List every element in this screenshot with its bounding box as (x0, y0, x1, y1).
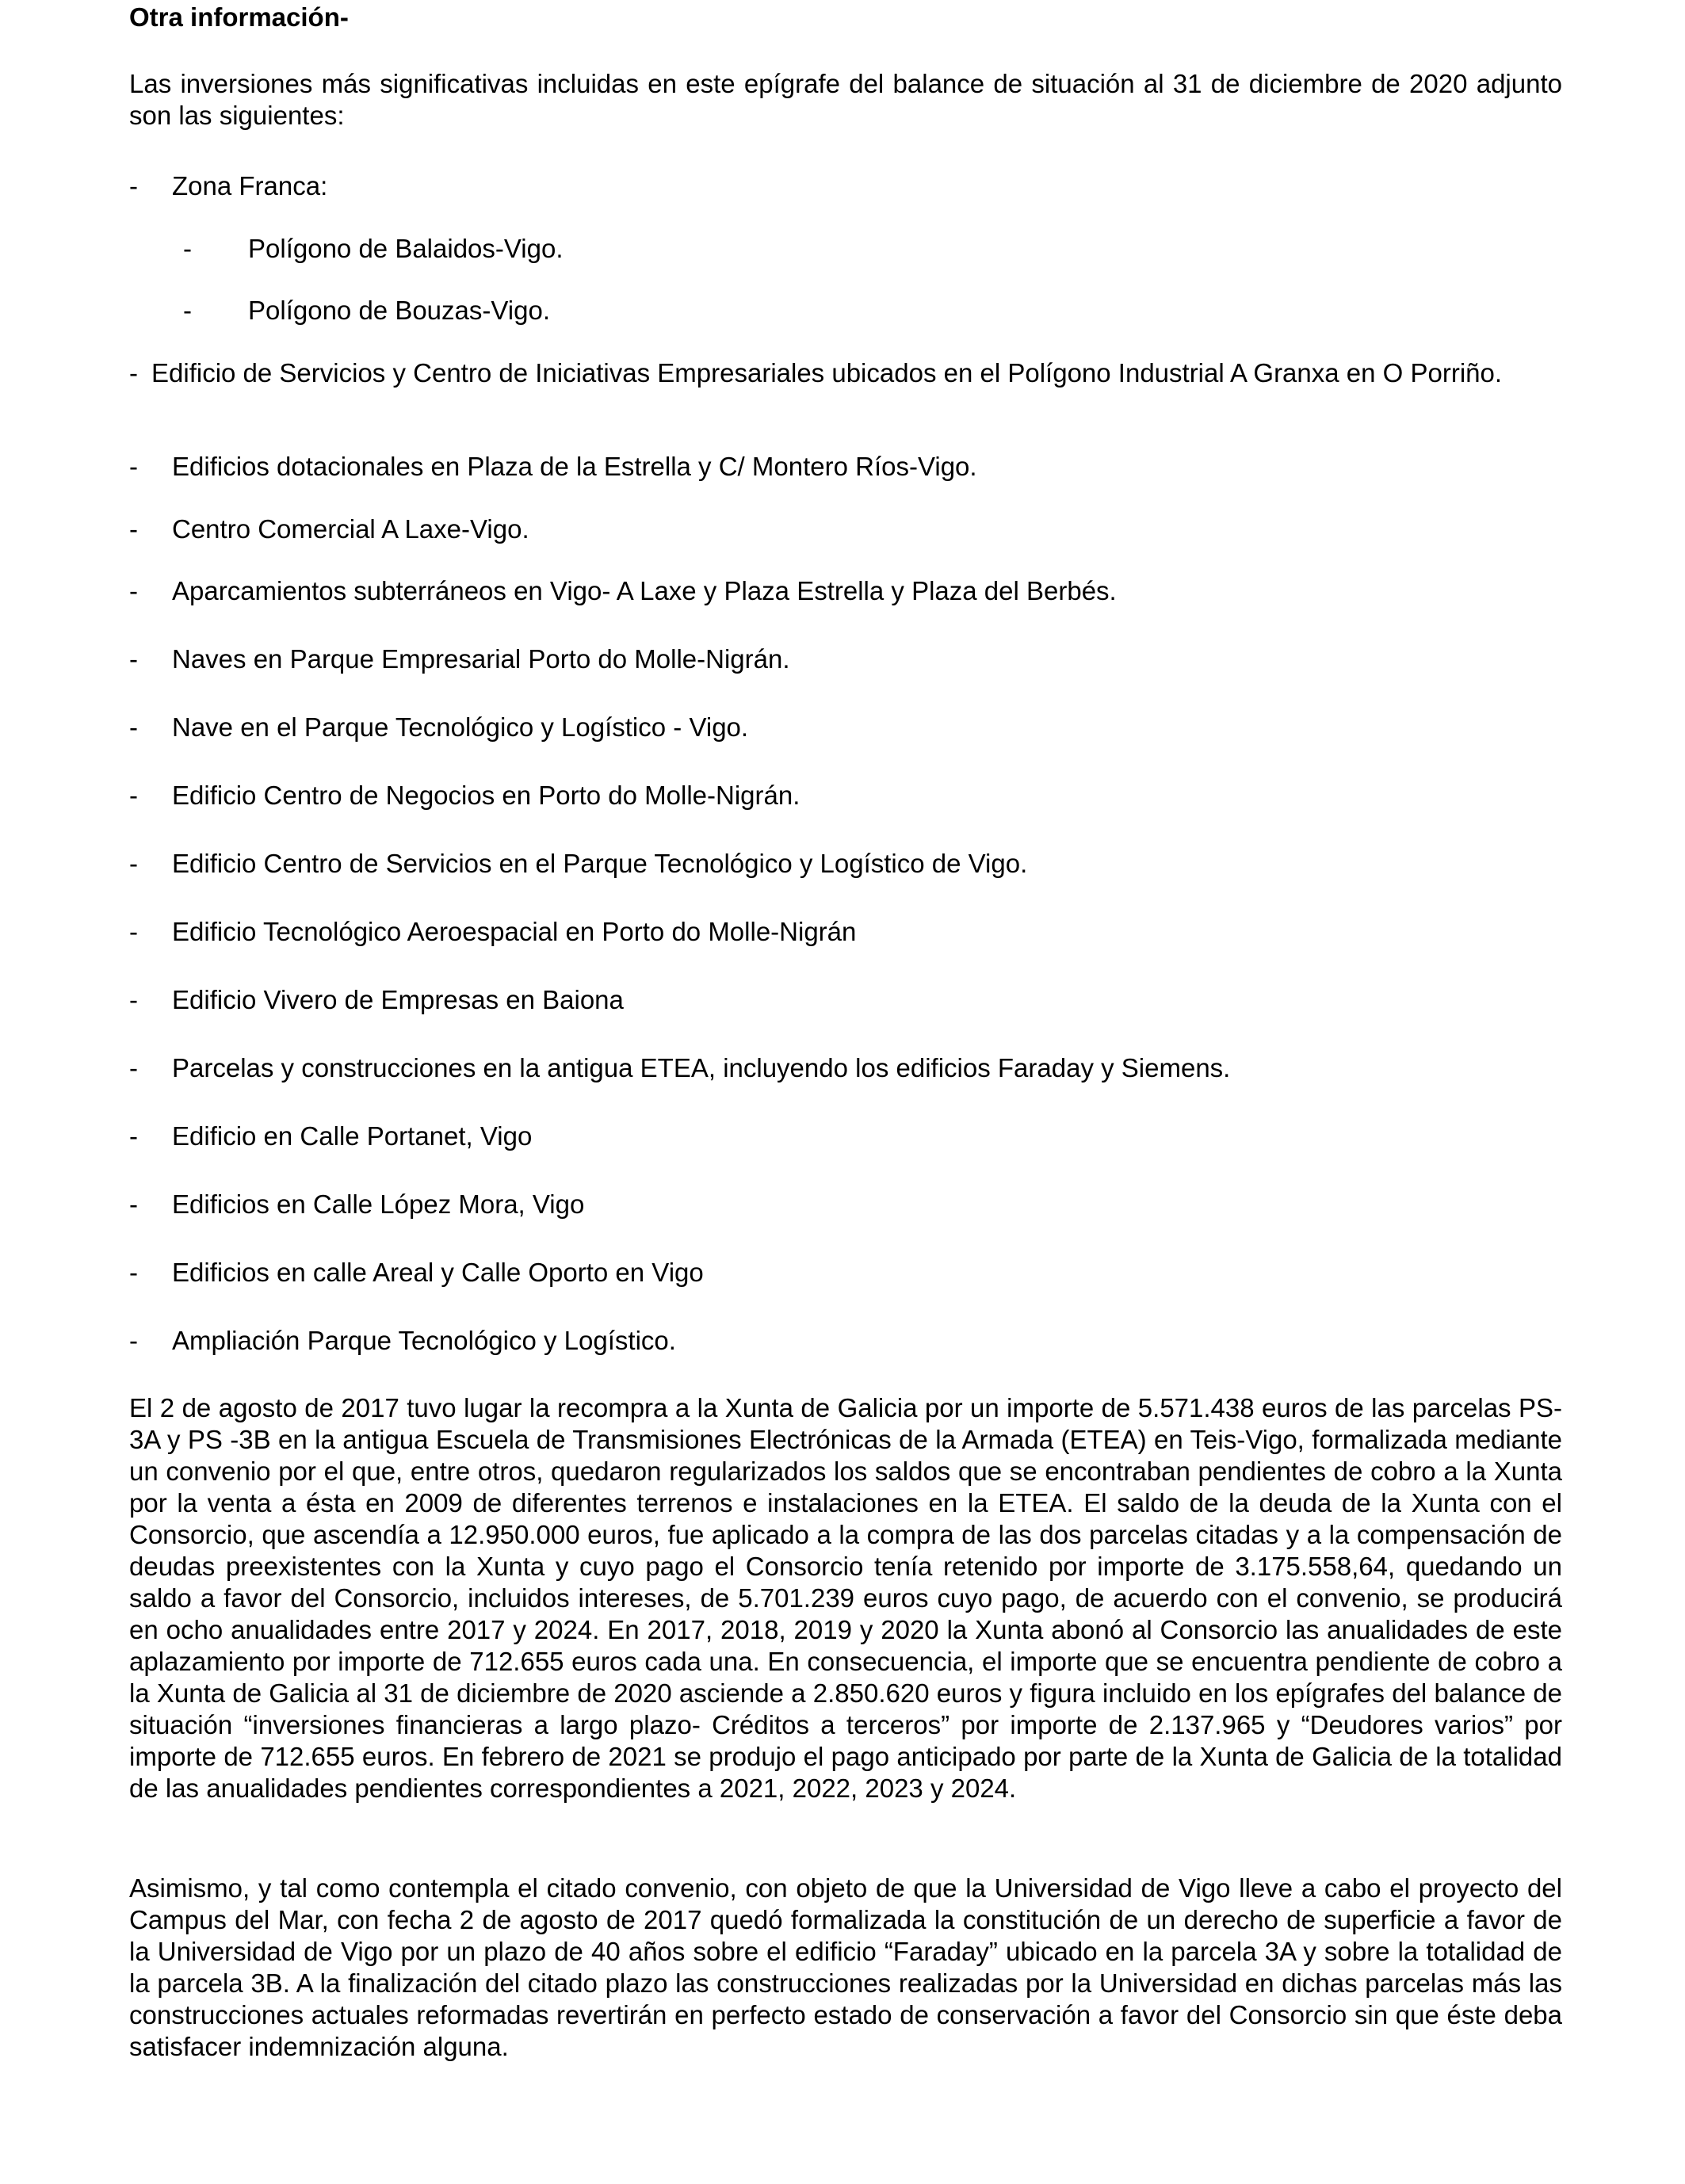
bullet-dash: - (129, 1258, 138, 1287)
bullet-dash: - (129, 1189, 138, 1219)
list-item-text: Edificio Tecnológico Aeroespacial en Porto do Molle-Nigrán (172, 917, 857, 946)
list-item-text: Edificios en calle Areal y Calle Oporto en Vigo (172, 1258, 704, 1287)
list-item-text: Parcelas y construcciones en la antigua ETEA, incluyendo los edificios Faraday y Siemens. (172, 1053, 1231, 1082)
list-item-text: Edificios en Calle López Mora, Vigo (172, 1189, 585, 1219)
intro-paragraph: Las inversiones más significativas incluidas en este epígrafe del balance de situación al 31 de diciembre de 2020 adjunto son las siguientes: (129, 69, 1562, 130)
bullet-dash: - (129, 1326, 138, 1355)
list-item-text: Edificio Centro de Negocios en Porto do Molle-Nigrán. (172, 781, 800, 810)
body-paragraph-recompra: El 2 de agosto de 2017 tuvo lugar la recompra a la Xunta de Galicia por un importe de 5.571.438 euros de las parcelas PS-3A y PS -3B en la antigua Escuela de Transmisiones Electrónicas de la Armada (ETEA) en Teis-Vigo, formalizada mediante un convenio por el que, entre otros, quedaron regularizados los saldos que se encontraban pendientes de cobro a la Xunta por la venta a ésta en 2009 de diferentes terrenos e instalaciones en la ETEA. El saldo de la deuda de la Xunta con el Consorcio, que ascendía a 12.950.000 euros, fue aplicado a la compra de las dos parcelas citadas y a la compensación de deudas preexistentes con la Xunta y cuyo pago el Consorcio tenía retenido por importe de 3.175.558,64, quedando un saldo a favor del Consorcio, incluidos intereses, de 5.701.239 euros cuyo pago, de acuerdo con el convenio, se producirá en ocho anualidades entre 2017 y 2024. En 2017, 2018, 2019 y 2020 la Xunta abonó al Consorcio las anualidades de este aplazamiento por importe de 712.655 euros cada una. En consecuencia, el importe que se encuentra pendiente de cobro a la Xunta de Galicia al 31 de diciembre de 2020 asciende a 2.850.620 euros y figura incluido en los epígrafes del balance de situación “inversiones financieras a largo plazo- Créditos a terceros” por importe de 2.137.965 y “Deudores varios” por importe de 712.655 euros. En febrero de 2021 se produjo el pago anticipado por parte de la Xunta de Galicia de la totalidad de las anualidades pendientes correspondientes a 2021, 2022, 2023 y 2024. (129, 1393, 1562, 1803)
list-item-granxa (129, 357, 1562, 389)
list-item-text: Edificio de Servicios y Centro de Iniciativas Empresariales ubicados en el Polígono Industrial A Granxa en O Porriño. (151, 358, 1503, 388)
bullet-dash: - (129, 1053, 138, 1082)
bullet-dash: - (129, 514, 138, 544)
list-item-text: Edificio Vivero de Empresas en Baiona (172, 985, 624, 1014)
list-item-text: Centro Comercial A Laxe-Vigo. (172, 514, 529, 544)
bullet-dash: - (129, 849, 138, 878)
list-item-text: Edificios dotacionales en Plaza de la Estrella y C/ Montero Ríos-Vigo. (172, 452, 977, 481)
bullet-dash: - (129, 644, 138, 674)
sub-list-item-text: Polígono de Balaidos-Vigo. (248, 234, 564, 263)
bullet-dash: - (129, 712, 138, 742)
bullet-dash: - (129, 1121, 138, 1151)
bullet-dash: - (129, 576, 138, 605)
bullet-dash: - (183, 234, 192, 263)
bullet-dash: - (129, 917, 138, 946)
list-item-text: Edificio Centro de Servicios en el Parque Tecnológico y Logístico de Vigo. (172, 849, 1028, 878)
bullet-dash: - (129, 171, 138, 200)
bullet-dash: - (129, 452, 138, 481)
body-paragraph-campus-del-mar: Asimismo, y tal como contempla el citado convenio, con objeto de que la Universidad de Vigo lleve a cabo el proyecto del Campus del Mar, con fecha 2 de agosto de 2017 quedó formalizada la constitución de un derecho de superficie a favor de la Universidad de Vigo por un plazo de 40 años sobre el edificio “Faraday” ubicado en la parcela 3A y sobre la totalidad de la parcela 3B. A la finalización del citado plazo las construcciones realizadas por la Universidad en dichas parcelas más las construcciones actuales reformadas revertirán en perfecto estado de conservación a favor del Consorcio sin que éste deba satisfacer indemnización alguna. (129, 1873, 1562, 2061)
bullet-dash: - (183, 296, 192, 325)
list-item-text: Zona Franca: (172, 171, 328, 200)
bullet-dash: - (129, 358, 138, 388)
list-item-text: Nave en el Parque Tecnológico y Logístico - Vigo. (172, 712, 749, 742)
list-item-text: Ampliación Parque Tecnológico y Logístico. (172, 1326, 676, 1355)
list-item-text: Edificio en Calle Portanet, Vigo (172, 1121, 533, 1151)
section-heading: Otra información- (129, 2, 349, 32)
bullet-dash: - (129, 781, 138, 810)
bullet-dash: - (129, 985, 138, 1014)
list-item-text: Aparcamientos subterráneos en Vigo- A Laxe y Plaza Estrella y Plaza del Berbés. (172, 576, 1117, 605)
list-item-text: Naves en Parque Empresarial Porto do Molle-Nigrán. (172, 644, 790, 674)
sub-list-item-text: Polígono de Bouzas-Vigo. (248, 296, 550, 325)
